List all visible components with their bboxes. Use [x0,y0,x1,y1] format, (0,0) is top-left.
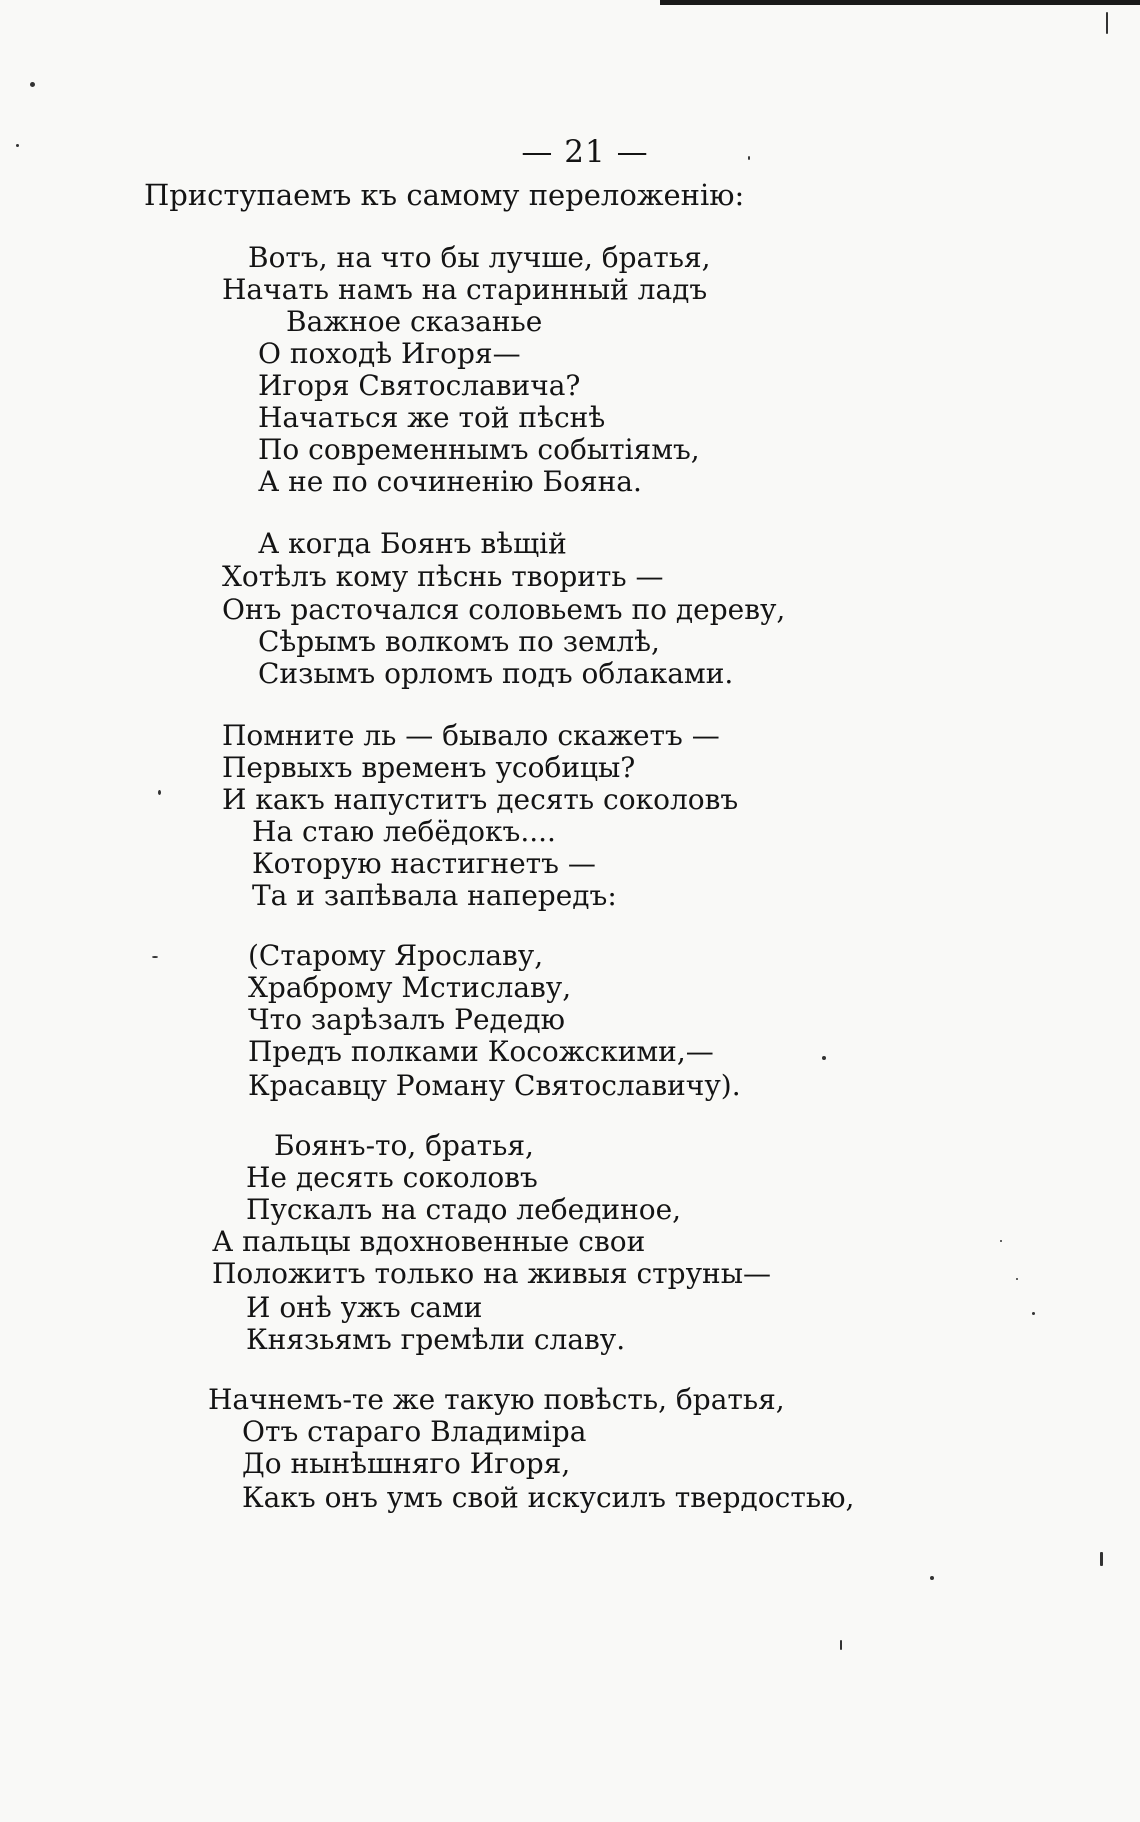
verse-line: До нынѣшняго Игоря, [242,1447,571,1480]
verse-line: Положитъ только на живыя струны— [212,1257,771,1290]
scan-speck [822,1056,826,1060]
verse-line: Помните ль — бывало скажетъ — [222,719,720,752]
verse-line: О походѣ Игоря— [258,337,521,370]
scan-speck [748,156,750,160]
scan-speck [152,956,158,958]
verse-line: (Старому Ярославу, [248,939,544,972]
scan-speck [158,790,161,795]
verse-line: Начать намъ на старинный ладъ [222,273,708,306]
verse-line: Онъ расточался соловьемъ по дереву, [222,593,786,626]
verse-line: Не десять соколовъ [246,1161,538,1194]
verse-line: На стаю лебёдокъ.... [252,815,556,848]
verse-line: Начнемъ-те же такую повѣсть, братья, [208,1383,785,1416]
verse-line: А не по сочиненію Бояна. [258,465,642,498]
verse-line: Храброму Мстиславу, [248,971,572,1004]
verse-line: Вотъ, на что бы лучше, братья, [248,241,711,274]
verse-line: И онѣ ужъ сами [246,1291,483,1324]
verse-line: Первыхъ временъ усобицы? [222,751,636,784]
verse-line: Князьямъ гремѣли славу. [246,1323,626,1356]
verse-line: Отъ стараго Владиміра [242,1415,587,1448]
verse-line: Красавцу Роману Святославичу). [248,1069,741,1102]
verse-line: А когда Боянъ вѣщій [258,527,567,560]
scan-speck [30,82,35,87]
scan-speck [1016,1278,1018,1280]
verse-line: Та и запѣвала напередъ: [252,879,617,912]
verse-line: Пускалъ на стадо лебединое, [246,1193,682,1226]
verse-line: Которую настигнетъ — [252,847,596,880]
scan-speck [930,1576,934,1580]
page-number: — 21 — [521,134,649,170]
scan-speck [1000,1240,1002,1242]
scan-speck [1100,1552,1103,1566]
verse-line: А пальцы вдохновенные свои [212,1225,646,1258]
intro-line: Приступаемъ къ самому переложенію: [144,178,745,212]
verse-line: Хотѣлъ кому пѣснь творить — [222,560,664,593]
verse-line: Важное сказанье [286,305,543,338]
scan-speck [1032,1312,1035,1315]
page-top-rule [660,0,1140,5]
verse-line: И какъ напуститъ десять соколовъ [222,783,739,816]
scan-speck [16,144,19,147]
scan-speck [1106,12,1108,34]
scan-speck [840,1640,842,1650]
verse-line: По современнымъ событіямъ, [258,433,700,466]
verse-line: Игоря Святославича? [258,369,581,402]
verse-line: Сѣрымъ волкомъ по землѣ, [258,625,660,658]
verse-line: Сизымъ орломъ подъ облаками. [258,657,734,690]
verse-line: Предъ полками Косожскими,— [248,1035,714,1068]
verse-line: Боянъ-то, братья, [274,1129,534,1162]
verse-line: Что зарѣзалъ Редедю [248,1003,565,1036]
verse-line: Начаться же той пѣснѣ [258,401,606,434]
verse-line: Какъ онъ умъ свой искусилъ твердостью, [242,1481,855,1514]
